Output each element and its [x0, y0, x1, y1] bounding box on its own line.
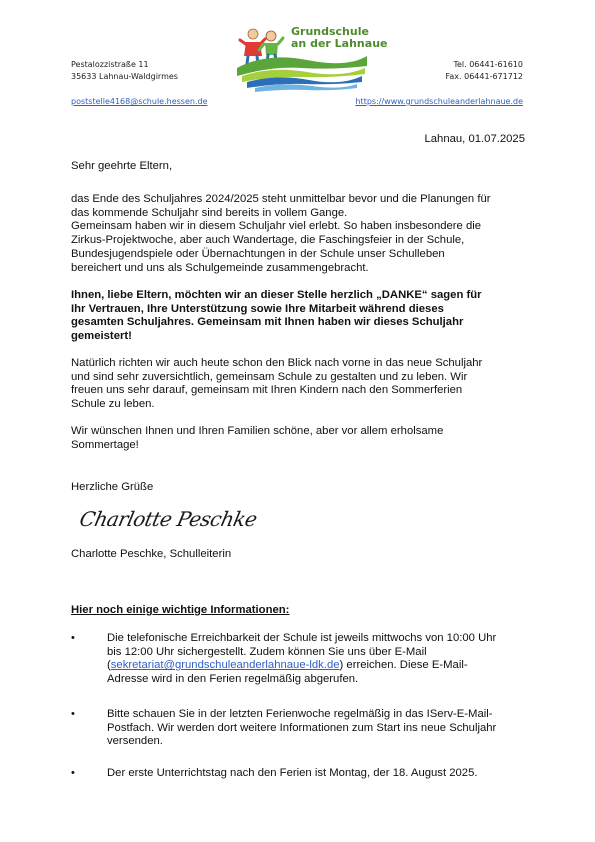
- bullet-icon: •: [71, 767, 75, 779]
- phone-number: Tel. 06441-61610: [453, 60, 523, 69]
- bullet-icon: •: [71, 632, 75, 644]
- paragraph-3: Natürlich richten wir auch heute schon den Blick nach vorne in das neue Schuljahr und sind sehr zuversichtlich, gemeinsam Schule zu gestalten und zu leben. Wir freuen uns sehr darauf, gemeinsam mit Ihren Kindern nach den Sommerferien Schule zu leben.: [71, 357, 483, 411]
- info-heading: Hier noch einige wichtige Informationen:: [71, 604, 290, 616]
- logo-title-line2: an der Lahnaue: [291, 37, 388, 50]
- place-date: Lahnau, 01.07.2025: [424, 133, 525, 145]
- logo-title-line1: Grundschule: [291, 25, 369, 38]
- bullet-icon: •: [71, 708, 75, 720]
- info-item-2-text: Bitte schauen Sie in der letzten Ferienwoche regelmäßig in das IServ-E-Mail- Postfach. Wir werden dort weitere Informationen zum Start ins neue Schuljahr versenden.: [107, 708, 497, 748]
- address-city: 35633 Lahnau-Waldgirmes: [71, 72, 178, 81]
- paragraph-thanks: Ihnen, liebe Eltern, möchten wir an dieser Stelle herzlich „DANKE“ sagen für Ihr Vertrauen, Ihre Unterstützung sowie Ihre Mitarbeit während dieses gesamten Schuljahres. Gemeinsam mit Ihnen haben wir dieses Schuljahr gemeistert!: [71, 289, 482, 343]
- info-item-1-part2: ) erreichen. Diese E-Mail- Adresse wird in den Ferien regelmäßig abgerufen.: [107, 659, 468, 686]
- email-link[interactable]: poststelle4168@schule.hessen.de: [71, 97, 208, 106]
- sekretariat-email-link[interactable]: sekretariat@grundschuleanderlahnaue-ldk.de: [110, 659, 340, 672]
- paragraph-4: Wir wünschen Ihnen und Ihren Familien schöne, aber vor allem erholsame Sommertage!: [71, 425, 444, 451]
- handwritten-signature: Charlotte Peschke: [77, 507, 260, 531]
- info-item-1-part1: Die telefonische Erreichbarkeit der Schule ist jeweils mittwochs von 10:00 Uhr bis 12:00 Uhr sichergestellt. Zudem können Sie uns über E-Mail (: [107, 632, 497, 672]
- address-street: Pestalozzistraße 11: [71, 60, 149, 69]
- website-link[interactable]: https://www.grundschuleanderlahnaue.de: [355, 97, 523, 106]
- salutation: Sehr geehrte Eltern,: [71, 160, 173, 172]
- signer-name: Charlotte Peschke, Schulleiterin: [71, 548, 232, 560]
- paragraph-1: das Ende des Schuljahres 2024/2025 steht unmittelbar bevor und die Planungen für das kommende Schuljahr sind bereits in vollem Gange. Gemeinsam haben wir in diesem Schuljahr viel erlebt. So haben insbesondere die Zirkus-Projektwoche, aber auch Wandertage, die Faschingsfeier in der Schule, Bundesjugendspiele oder Übernachtungen in der Schule unser Schulleben bereichert und uns als Schulgemeinde zusammengebracht.: [71, 193, 491, 274]
- fax-number: Fax. 06441-671712: [445, 72, 523, 81]
- closing: Herzliche Grüße: [71, 481, 154, 493]
- school-logo: [237, 22, 388, 92]
- info-item-1-text: [107, 632, 537, 687]
- info-item-3-text: Der erste Unterrichtstag nach den Ferien ist Montag, der 18. August 2025.: [107, 767, 478, 779]
